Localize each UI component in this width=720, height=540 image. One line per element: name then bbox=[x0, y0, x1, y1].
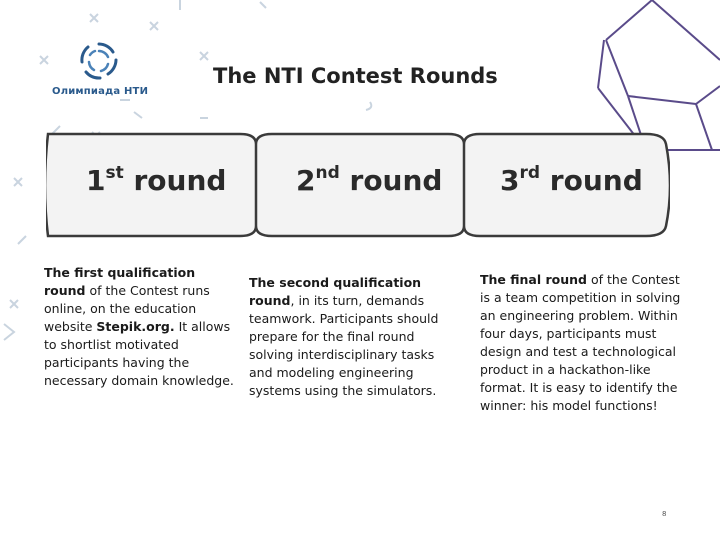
round-2-desc-bold-1: The second qualification round bbox=[249, 275, 422, 308]
logo-mark-icon bbox=[78, 40, 120, 82]
round-1-number: 1 bbox=[86, 164, 106, 197]
round-3-title bbox=[500, 164, 643, 197]
round-3-suffix: rd bbox=[519, 162, 541, 183]
round-1-desc-text-2: It allows to shortlist motivated participants having the necessary domain knowledge. bbox=[44, 319, 234, 388]
round-2-number: 2 bbox=[296, 164, 316, 197]
round-3-desc-text-1: of the Contest is a team competition in solving an engineering problem. Within four days, participants must design and test a technological product in a hackathon-like format. It is easy to identify the winner: his model functions! bbox=[480, 272, 681, 413]
round-3-description bbox=[480, 271, 690, 415]
round-3-word: round bbox=[549, 164, 643, 197]
round-1-suffix: st bbox=[105, 162, 124, 183]
page-number: 8 bbox=[662, 510, 667, 518]
round-2-desc-text-1: , in its turn, demands teamwork. Participants should prepare for the final round solving interdisciplinary tasks and modeling engineering systems using the simulators. bbox=[249, 293, 439, 398]
round-2-description bbox=[249, 274, 455, 400]
round-1-word: round bbox=[133, 164, 227, 197]
round-1-title bbox=[86, 164, 226, 197]
round-3-desc-bold-1: The final round bbox=[480, 272, 587, 287]
slide-title: The NTI Contest Rounds bbox=[213, 64, 498, 88]
round-1-desc-bold-2: Stepik.org. bbox=[96, 319, 175, 334]
logo-text: Олимпиада НТИ bbox=[52, 86, 149, 97]
polyhedron-wireframe bbox=[598, 0, 720, 150]
logo bbox=[48, 40, 158, 102]
round-1-description bbox=[44, 264, 234, 390]
round-1-desc-text-1: of the Contest runs online, on the education website bbox=[44, 283, 210, 334]
round-3-number: 3 bbox=[500, 164, 520, 197]
round-2-title bbox=[296, 164, 442, 197]
round-1-desc-bold-1: The first qualification round bbox=[44, 265, 196, 298]
round-2-word: round bbox=[349, 164, 443, 197]
round-2-suffix: nd bbox=[315, 162, 340, 183]
